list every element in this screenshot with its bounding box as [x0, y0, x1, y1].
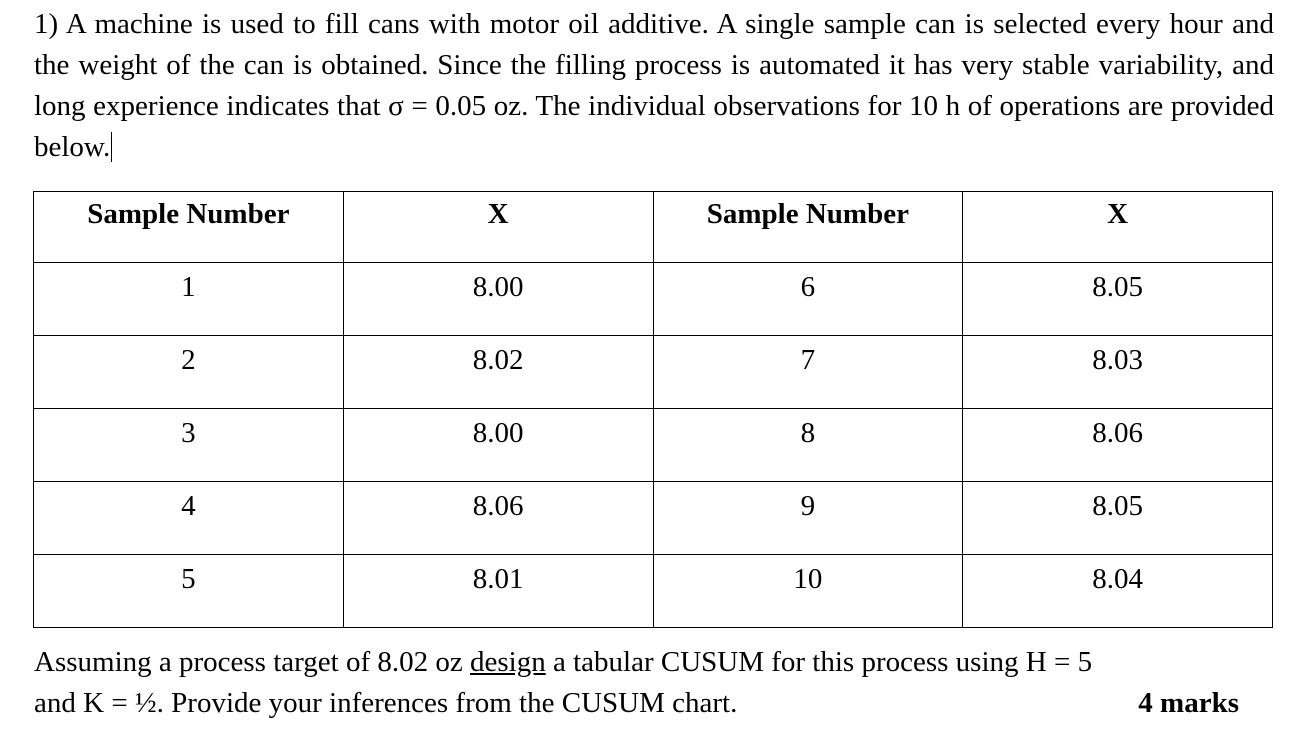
task-part-2: a tabular CUSUM for this process using H = 5: [545, 646, 1093, 678]
table-row: [34, 336, 1273, 409]
task-line-2-text: and K = ½. Provide your inferences from the CUSUM chart.: [34, 687, 738, 719]
table-cell: 7: [653, 336, 963, 409]
table-row: [34, 555, 1273, 628]
table-cell: 4: [34, 482, 344, 555]
table-cell: 8.06: [963, 409, 1273, 482]
question-body: 1) A machine is used to fill cans with motor oil additive. A single sample can is selected every hour and the weight of the can is obtained. Since the filling process is automated it has very stable variability, and long experience indicates that σ = 0.05 oz. The individual observations for 10 h of operations are provided below.: [34, 8, 1274, 163]
table-cell: 8.04: [963, 555, 1273, 628]
header-sample-number-2: Sample Number: [653, 192, 963, 263]
task-instructions: [34, 642, 1239, 724]
text-cursor: [111, 132, 112, 162]
table-row: [34, 263, 1273, 336]
task-line-2: [34, 683, 1239, 724]
table-cell: 8.02: [343, 336, 653, 409]
header-x-2: X: [963, 192, 1273, 263]
table-cell: 9: [653, 482, 963, 555]
table-cell: 10: [653, 555, 963, 628]
header-sample-number-1: Sample Number: [34, 192, 344, 263]
marks-label: 4 marks: [1138, 687, 1239, 719]
table-cell: 8.00: [343, 409, 653, 482]
task-underlined-word: design: [470, 646, 546, 678]
table-header-row: [34, 192, 1273, 263]
table-cell: 3: [34, 409, 344, 482]
table-cell: 1: [34, 263, 344, 336]
table-row: [34, 409, 1273, 482]
table-cell: 8.06: [343, 482, 653, 555]
table-cell: 8.03: [963, 336, 1273, 409]
table-cell: 8.05: [963, 482, 1273, 555]
task-part-1: Assuming a process target of 8.02 oz: [34, 646, 470, 678]
table-cell: 8: [653, 409, 963, 482]
observations-table: [33, 191, 1273, 628]
task-line-1: [34, 642, 1239, 683]
header-x-1: X: [343, 192, 653, 263]
table-cell: 5: [34, 555, 344, 628]
table-cell: 8.01: [343, 555, 653, 628]
table-row: [34, 482, 1273, 555]
table-cell: 2: [34, 336, 344, 409]
table-cell: 8.00: [343, 263, 653, 336]
table-cell: 8.05: [963, 263, 1273, 336]
question-text: [34, 4, 1274, 168]
table-cell: 6: [653, 263, 963, 336]
